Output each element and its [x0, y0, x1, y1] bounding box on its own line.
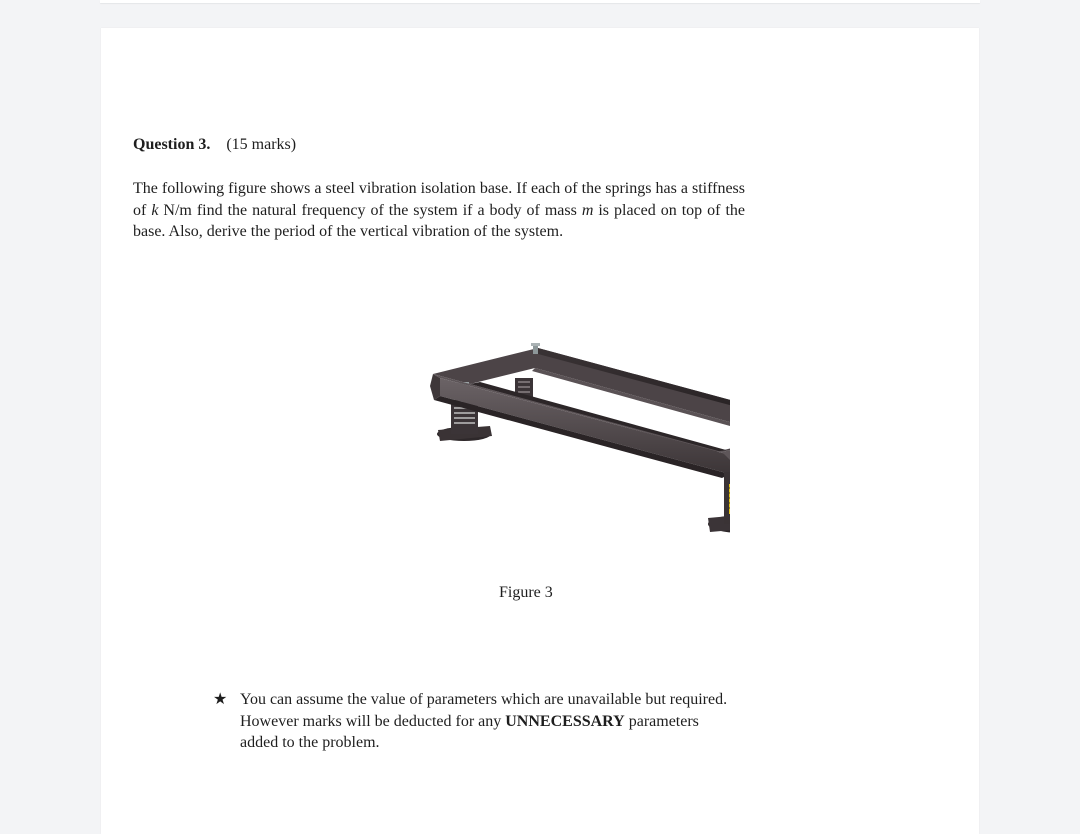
- note-emphasis: UNNECESSARY: [505, 712, 625, 730]
- note-text-main: You can assume the value of parameters which are unavailable but required. However marks will be deducted for any: [240, 691, 728, 730]
- note-text: [240, 689, 733, 754]
- question-number: Question 3.: [133, 136, 211, 153]
- question-header: [133, 136, 296, 154]
- mass-symbol: m: [581, 201, 594, 219]
- star-icon: ★: [213, 689, 228, 708]
- figure-caption: Figure 3: [499, 584, 553, 601]
- assumption-note: [213, 689, 733, 754]
- question-text-1: The following figure shows a steel vibration isolation base. If each of the springs has a stiffness of: [133, 180, 745, 219]
- stiffness-symbol: k: [151, 201, 159, 219]
- question-text-2: N/m find the natural frequency of the system if a body of mass: [158, 201, 582, 219]
- question-marks: (15 marks): [226, 136, 297, 153]
- question-text-3: is placed on top of the base. Also, derive the period of the vertical vibration of the system.: [133, 201, 745, 240]
- previous-page-edge: [100, 0, 980, 3]
- steel-vibration-isolation-base-image: [330, 338, 730, 540]
- note-text-end: parameters added to the problem.: [240, 712, 699, 751]
- question-body: [133, 178, 745, 243]
